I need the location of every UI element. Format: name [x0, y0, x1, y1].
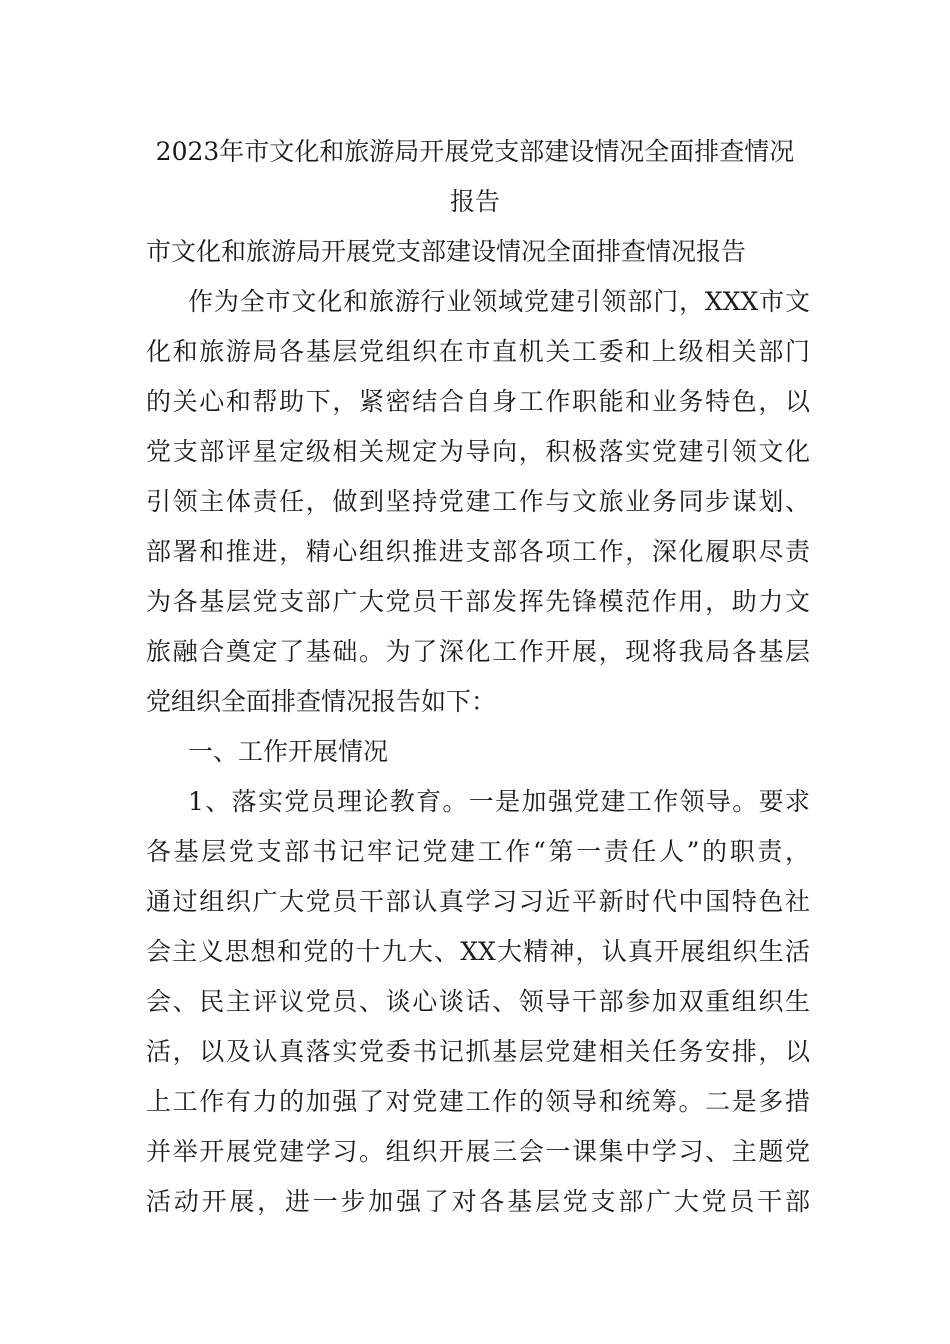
paragraph-line: 1、落实党员理论教育。一是加强党建工作领导。要求: [188, 787, 810, 816]
paragraph-line: 活动开展，进一步加强了对各基层党支部广大党员干部: [146, 1187, 810, 1216]
paragraph-line: 引领主体责任，做到坚持党建工作与文旅业务同步谋划、: [146, 487, 810, 516]
paragraph-line: 为各基层党支部广大党员干部发挥先锋模范作用，助力文: [146, 587, 810, 616]
paragraph-line: 各基层党支部书记牢记党建工作“第一责任人”的职责，: [146, 837, 810, 866]
paragraph-line: 活，以及认真落实党委书记抓基层党建相关任务安排，以: [146, 1037, 810, 1066]
paragraph-line: 会、民主评议党员、谈心谈话、领导干部参加双重组织生: [146, 987, 810, 1016]
document-subtitle: 市文化和旅游局开展党支部建设情况全面排查情况报告: [146, 237, 747, 266]
paragraph-line: 的关心和帮助下，紧密结合自身工作职能和业务特色，以: [146, 387, 810, 416]
paragraph-line: 上工作有力的加强了对党建工作的领导和统筹。二是多措: [146, 1087, 810, 1116]
paragraph-line: 党组织全面排查情况报告如下：: [146, 687, 497, 716]
section-heading: 一、工作开展情况: [188, 737, 389, 766]
paragraph-line: 并举开展党建学习。组织开展三会一课集中学习、主题党: [146, 1137, 810, 1166]
paragraph-line: 化和旅游局各基层党组织在市直机关工委和上级相关部门: [146, 337, 810, 366]
paragraph-line: 旅融合奠定了基础。为了深化工作开展，现将我局各基层: [146, 637, 810, 666]
paragraph-line: 部署和推进，精心组织推进支部各项工作，深化履职尽责: [146, 537, 810, 566]
document-title-line-1: 2023年市文化和旅游局开展党支部建设情况全面排查情况: [155, 137, 795, 166]
paragraph-line: 通过组织广大党员干部认真学习习近平新时代中国特色社: [146, 887, 810, 916]
paragraph-line: 党支部评星定级相关规定为导向，积极落实党建引领文化: [146, 437, 810, 466]
paragraph-line: 作为全市文化和旅游行业领域党建引领部门，XXX市文: [188, 287, 810, 316]
paragraph-line: 会主义思想和党的十九大、XX大精神，认真开展组织生活: [146, 937, 810, 966]
document-title-line-2: 报告: [449, 187, 500, 216]
